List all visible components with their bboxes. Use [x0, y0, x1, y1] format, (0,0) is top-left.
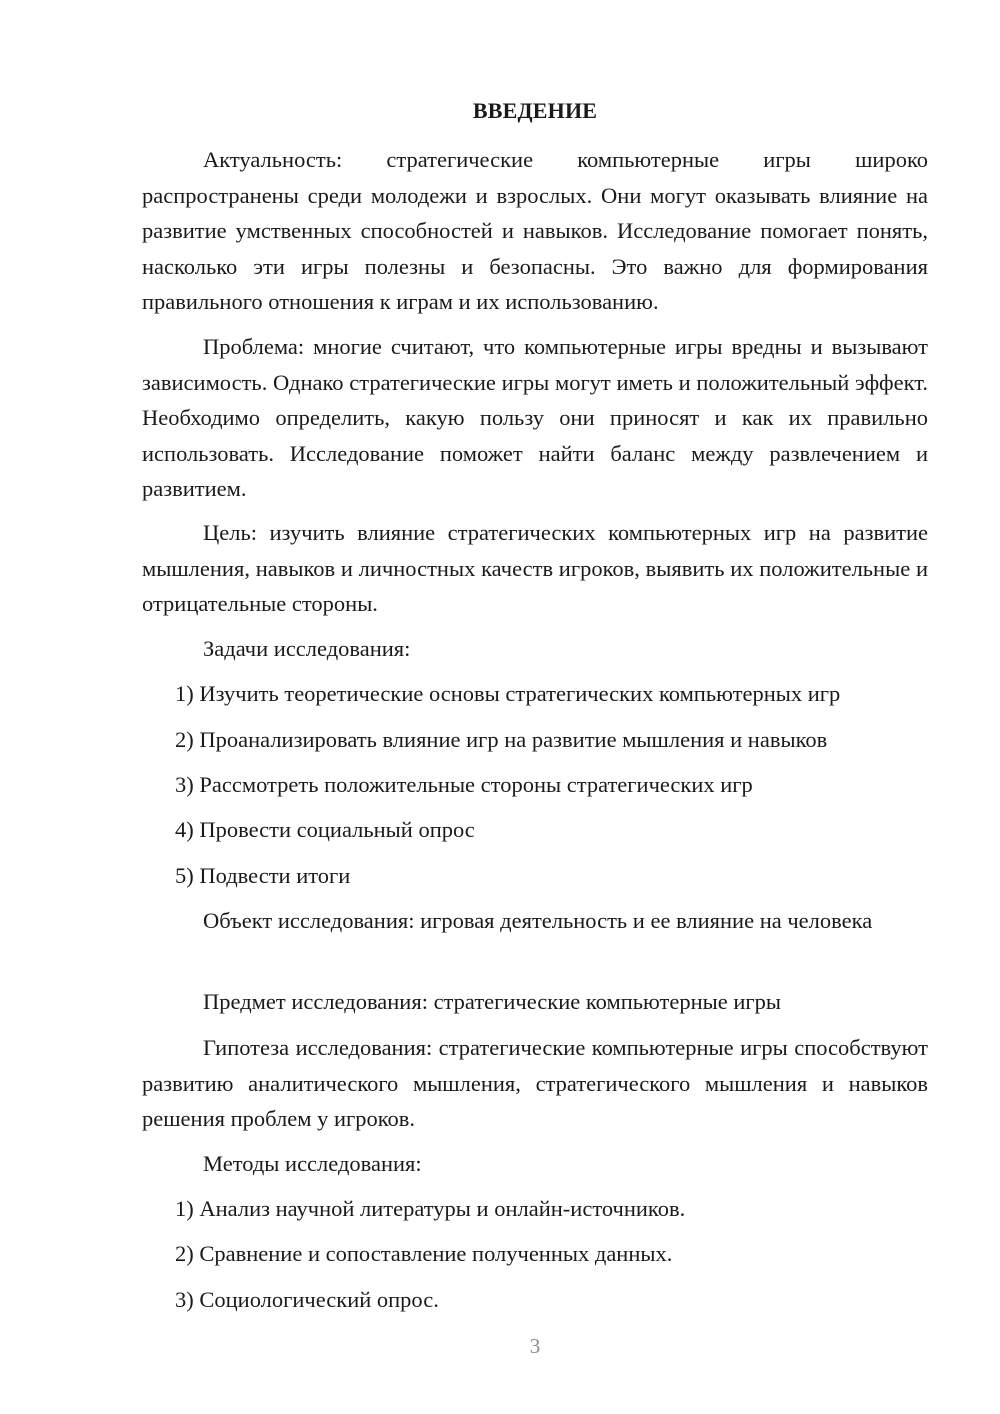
list-item: 3) Рассмотреть положительные стороны стратегических игр: [175, 772, 753, 797]
list-item: 5) Подвести итоги: [175, 863, 351, 888]
relevance-paragraph: Актуальность: стратегические компьютерные игры широко распространены среди молодежи и взрослых. Они могут оказывать влияние на развитие умственных способностей и навыков. Исследование помогает понять, насколько эти игры полезны и безопасны. Это важно для формирования правильного отношения к играм и их использованию.: [142, 147, 928, 314]
object-paragraph: Объект исследования: игровая деятельность и ее влияние на человека: [203, 908, 873, 933]
goal-paragraph: Цель: изучить влияние стратегических компьютерных игр на развитие мышления, навыков и личностных качеств игроков, выявить их положительные и отрицательные стороны.: [142, 520, 928, 616]
list-item: 1) Изучить теоретические основы стратегических компьютерных игр: [175, 681, 841, 706]
hypothesis-paragraph: Гипотеза исследования: стратегические компьютерные игры способствуют развитию аналитического мышления, стратегического мышления и навыков решения проблем у игроков.: [142, 1035, 928, 1131]
list-item: 3) Социологический опрос.: [175, 1287, 439, 1312]
page-title: ВВЕДЕНИЕ: [472, 98, 598, 123]
subject-paragraph: Предмет исследования: стратегические компьютерные игры: [203, 989, 781, 1014]
list-item: 2) Сравнение и сопоставление полученных данных.: [175, 1241, 673, 1266]
tasks-heading: Задачи исследования:: [203, 636, 411, 661]
list-item: 1) Анализ научной литературы и онлайн-источников.: [175, 1196, 686, 1221]
methods-heading: Методы исследования:: [203, 1151, 422, 1176]
document-page: [142, 0, 928, 1414]
problem-paragraph: Проблема: многие считают, что компьютерные игры вредны и вызывают зависимость. Однако стратегические игры могут иметь и положительный эффект. Необходимо определить, какую пользу они приносят и как их правильно использовать. Исследование поможет найти баланс между развлечением и развитием.: [142, 334, 928, 501]
list-item: 4) Провести социальный опрос: [175, 817, 475, 842]
list-item: 2) Проанализировать влияние игр на развитие мышления и навыков: [175, 727, 828, 752]
page-number: 3: [529, 1334, 541, 1358]
